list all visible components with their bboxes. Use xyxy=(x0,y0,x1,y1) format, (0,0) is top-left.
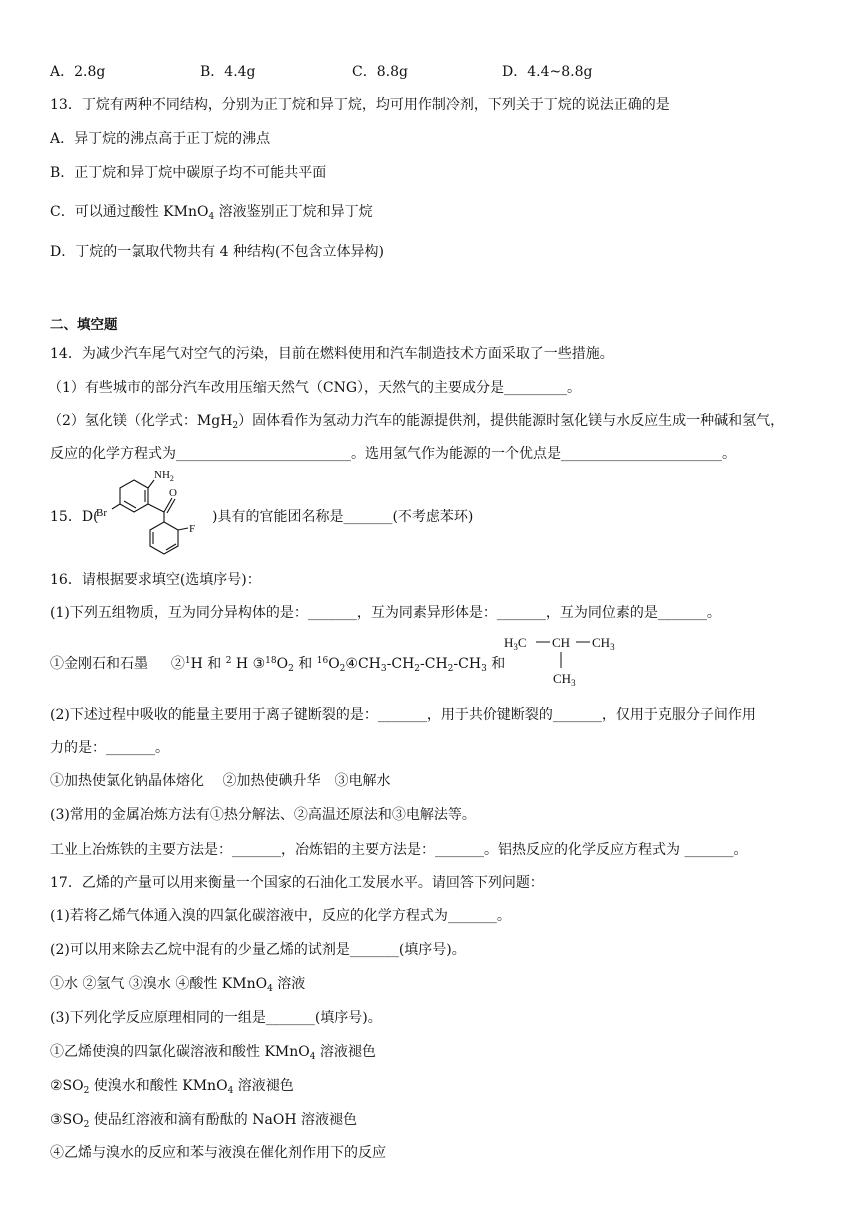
q17-part1: (1)若将乙烯气体通入溴的四氯化碳溶液中，反应的化学方程式为_______。 xyxy=(50,908,511,924)
q17-part3: (3)下列化学反应原理相同的一组是_______(填序号)。 xyxy=(50,1010,382,1026)
oxygen-label: O xyxy=(169,487,177,499)
svg-text:H3C: $H_3C$ xyxy=(504,635,527,652)
q16-stem: 16．请根据要求填空(选填序号)： xyxy=(50,572,261,588)
svg-text:CH3: $CH_3$ xyxy=(553,671,576,688)
q15-molecule-structure xyxy=(96,466,216,558)
isobutane-structure xyxy=(504,630,620,690)
q17-part2: (2)可以用来除去乙烷中混有的少量乙烯的试剂是_______(填序号)。 xyxy=(50,942,466,958)
q17-option-2: $②SO_2$ 使溴水和酸性 KMnO$_4$ 溶液褪色 xyxy=(50,1078,294,1096)
q12-option-b: B．4.4g xyxy=(200,64,256,80)
q17-option-3: $③SO_2$ 使品红溶液和滴有酚酞的 NaOH 溶液褪色 xyxy=(50,1112,357,1130)
q17-stem: 17．乙烯的产量可以用来衡量一个国家的石油化工发展水平。请回答下列问题： xyxy=(50,875,544,891)
q14-stem: 14．为减少汽车尾气对空气的污染，目前在燃料使用和汽车制造技术方面采取了一些措施。 xyxy=(50,346,614,362)
q12-option-d: D．4.4~8.8g xyxy=(502,64,593,80)
q13-stem: 13．丁烷有两种不同结构，分别为正丁烷和异丁烷，均可用作制冷剂，下列关于丁烷的说法正确的是 xyxy=(50,97,670,113)
q13-option-c: C．可以通过酸性 KMnO$_4$ 溶液鉴别正丁烷和异丁烷 xyxy=(50,204,373,222)
q14-part2-line1: （2）氢化镁（化学式：MgH$_2$）固体看作为氢动力汽车的能源提供剂，提供能源时氢化镁与水反应生成一种碱和氢气， xyxy=(48,413,785,431)
q15-prefix: 15．D( xyxy=(50,509,99,525)
q16-part2-line1: (2)下述过程中吸收的能量主要用于离子键断裂的是：_______，用于共价键断裂的_______，仅用于克服分子间作用 xyxy=(50,707,756,723)
q13-option-a: A．异丁烷的沸点高于正丁烷的沸点 xyxy=(50,131,271,147)
q14-part2-line2: 反应的化学方程式为_________________________。选用氢气作为能源的一个优点是_______________________。 xyxy=(50,446,736,462)
q16-part3-line1: (3)常用的金属冶炼方法有①热分解法、②高温还原法和③电解法等。 xyxy=(50,807,476,823)
q16-part1: (1)下列五组物质，互为同分异构体的是：_______，互为同素异形体是：_______，互为同位素的是_______。 xyxy=(50,605,721,621)
q16-part2-line2: 力的是：_______。 xyxy=(50,740,169,756)
q16-items: ①金刚石和石墨 ②$^1$H 和 $^2$ H $③^{18}O_2$ 和 $^{16}O_2④CH_3-CH_2-CH_2-CH_3$ 和 xyxy=(50,656,506,674)
q13-option-d: D．丁烷的一氯取代物共有 4 种结构(不包含立体异构) xyxy=(50,244,384,260)
q17-option-1: ①乙烯使溴的四氯化碳溶液和酸性 KMnO$_4$ 溶液褪色 xyxy=(50,1044,376,1062)
q12-option-a: A．2.8g xyxy=(50,64,106,80)
svg-text:CH3: $CH_3$ xyxy=(592,635,615,652)
q15-question: )具有的官能团名称是_______(不考虑苯环) xyxy=(212,509,474,525)
q13-option-b: B．正丁烷和异丁烷中碳原子均不可能共平面 xyxy=(50,165,327,181)
amino-label: $NH_2$ xyxy=(154,469,174,483)
q16-part2-options: ①加热使氯化钠晶体熔化 ②加热使碘升华 ③电解水 xyxy=(50,773,391,789)
q12-option-c: C．8.8g xyxy=(352,64,408,80)
bromine-label: Br xyxy=(96,507,107,519)
svg-text:CH: CH xyxy=(552,635,571,650)
q14-part1: （1）有些城市的部分汽车改用压缩天然气（CNG），天然气的主要成分是_________。 xyxy=(48,380,582,396)
fluorine-label: F xyxy=(189,523,196,535)
q16-part3-line2: 工业上冶炼铁的主要方法是：_______，冶炼铝的主要方法是：_______。铝热反应的化学反应方程式为 _______。 xyxy=(50,842,748,858)
section-heading: 二、填空题 xyxy=(50,317,118,333)
q17-part2-options: ①水 ②氢气 ③溴水 ④酸性 KMnO$_4$ 溶液 xyxy=(50,976,306,994)
q17-option-4: ④乙烯与溴水的反应和苯与液溴在催化剂作用下的反应 xyxy=(50,1145,386,1161)
